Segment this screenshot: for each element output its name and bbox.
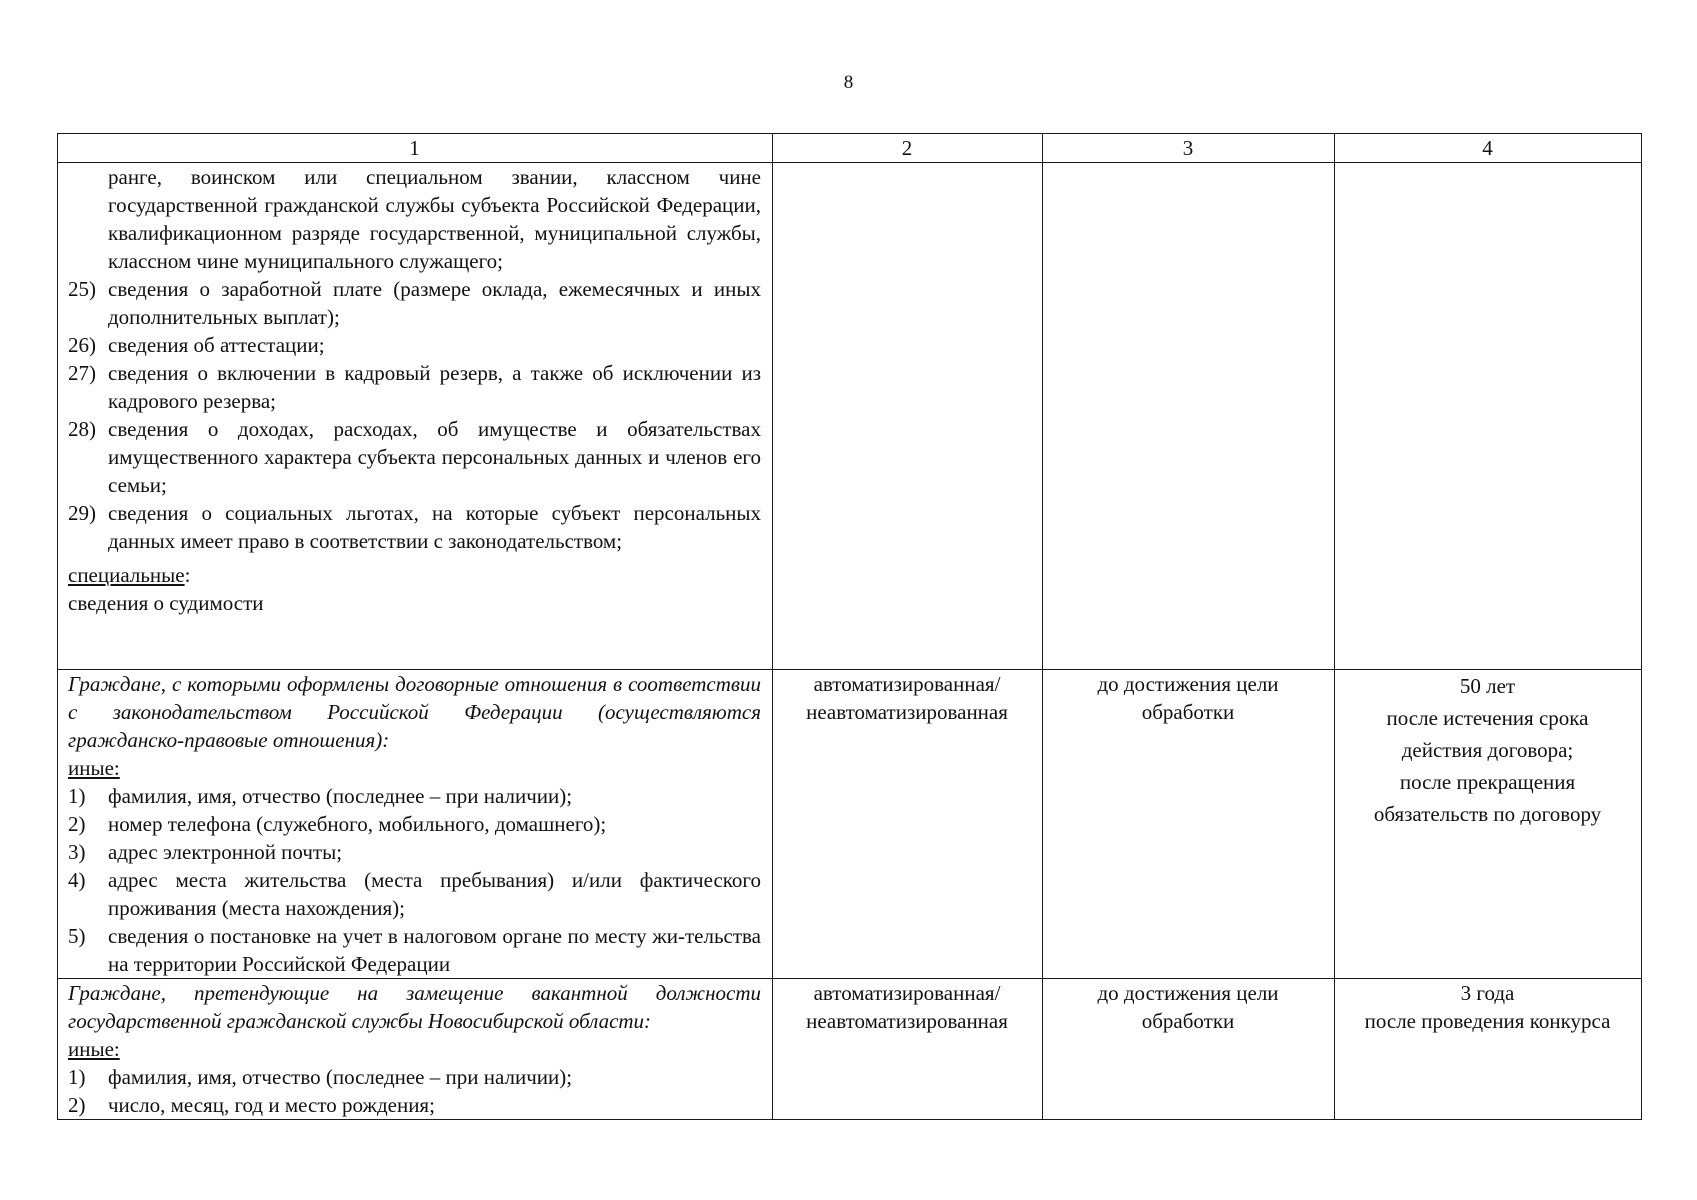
list-item: 2) число, месяц, год и место рождения; (68, 1093, 435, 1117)
list-item: 27) сведения о включении в кадровый резерв, а также об исключении из кадрового резерва; (68, 361, 761, 413)
processing-purpose-line: обработки (1141, 1009, 1235, 1033)
other-category-label: иные: (68, 756, 120, 780)
storage-term-line: после проведения конкурса (1364, 1009, 1611, 1033)
list-item: 3) адрес электронной почты; (68, 840, 343, 864)
processing-purpose-cell (1043, 670, 1335, 979)
column-header-1: 1 (58, 134, 773, 163)
list-item: 4) адрес места жительства (места пребывания) и/или фактического проживания (места нахождения); (68, 868, 761, 920)
processing-purpose-line: до достижения цели (1097, 981, 1279, 1005)
list-item: 2) номер телефона (служебного, мобильного, домашнего); (68, 812, 607, 836)
storage-term-cell (1335, 979, 1642, 1120)
processing-method-line: неавтоматизированная (806, 1009, 1008, 1033)
column-header-2: 2 (773, 134, 1043, 163)
list-item: 28) сведения о доходах, расходах, об имуществе и обязательствах имущественного характера субъекта персональных данных и членов его семьи; (68, 417, 761, 497)
processing-method-cell (773, 670, 1043, 979)
data-categories-cell (58, 979, 773, 1120)
special-category-text: сведения о судимости (68, 591, 264, 615)
data-list (68, 1063, 761, 1119)
list-item: 1) фамилия, имя, отчество (последнее – при наличии); (68, 1065, 573, 1089)
storage-term-cell (1335, 670, 1642, 979)
storage-term-line: обязательств по договору (1373, 802, 1602, 826)
list-item: 26) сведения об аттестации; (68, 333, 325, 357)
column-header-row (58, 134, 1642, 163)
column-header-4: 4 (1335, 134, 1642, 163)
category-heading: Граждане, претендующие на замещение вакантной должности государственной гражданской службы Новосибирской области: (68, 981, 761, 1033)
processing-method-cell (773, 163, 1043, 670)
storage-term-line: 3 года (1460, 981, 1515, 1005)
storage-term-line: 50 лет (1459, 674, 1516, 698)
processing-method-line: неавтоматизированная (806, 700, 1008, 724)
list-item: 29) сведения о социальных льготах, на которые субъект персональных данных имеет право в соответствии с законодательством; (68, 501, 761, 553)
other-category-label: иные: (68, 1037, 120, 1061)
table-row (58, 670, 1642, 979)
data-table (57, 133, 1642, 1120)
special-category-label: специальные: (68, 563, 191, 587)
list-item: 1) фамилия, имя, отчество (последнее – при наличии); (68, 784, 573, 808)
continuation-text: ранге, воинском или специальном звании, классном чине государственной гражданской службы субъекта Российской Федерации, квалификационном разряде государственной, муниципальной службы, классном чине муниципального служащего; (108, 165, 761, 273)
list-item: 5) сведения о постановке на учет в налоговом органе по месту жи-тельства на территории Российской Федерации (68, 924, 761, 976)
processing-method-line: автоматизированная/ (813, 981, 1001, 1005)
storage-term-line: после прекращения (1399, 770, 1576, 794)
processing-method-line: автоматизированная/ (813, 672, 1001, 696)
processing-purpose-cell (1043, 979, 1335, 1120)
data-categories-cell (58, 670, 773, 979)
table-row (58, 979, 1642, 1120)
page-number: 8 (843, 72, 854, 93)
storage-term-line: действия договора; (1401, 738, 1574, 762)
processing-purpose-line: до достижения цели (1097, 672, 1279, 696)
processing-method-cell (773, 979, 1043, 1120)
list-item: 25) сведения о заработной плате (размере оклада, ежемесячных и иных дополнительных выплат); (68, 277, 761, 329)
column-header-3: 3 (1043, 134, 1335, 163)
data-list (68, 275, 761, 555)
category-heading: Граждане, с которыми оформлены договорные отношения в соответствии с законодательством Российской Федерации (осуществляются гражданско-правовые отношения): (68, 672, 761, 752)
storage-term-cell (1335, 163, 1642, 670)
table-row (58, 163, 1642, 670)
processing-purpose-cell (1043, 163, 1335, 670)
data-list (68, 782, 761, 978)
data-categories-cell (58, 163, 773, 670)
processing-purpose-line: обработки (1141, 700, 1235, 724)
storage-term-line: после истечения срока (1386, 706, 1589, 730)
